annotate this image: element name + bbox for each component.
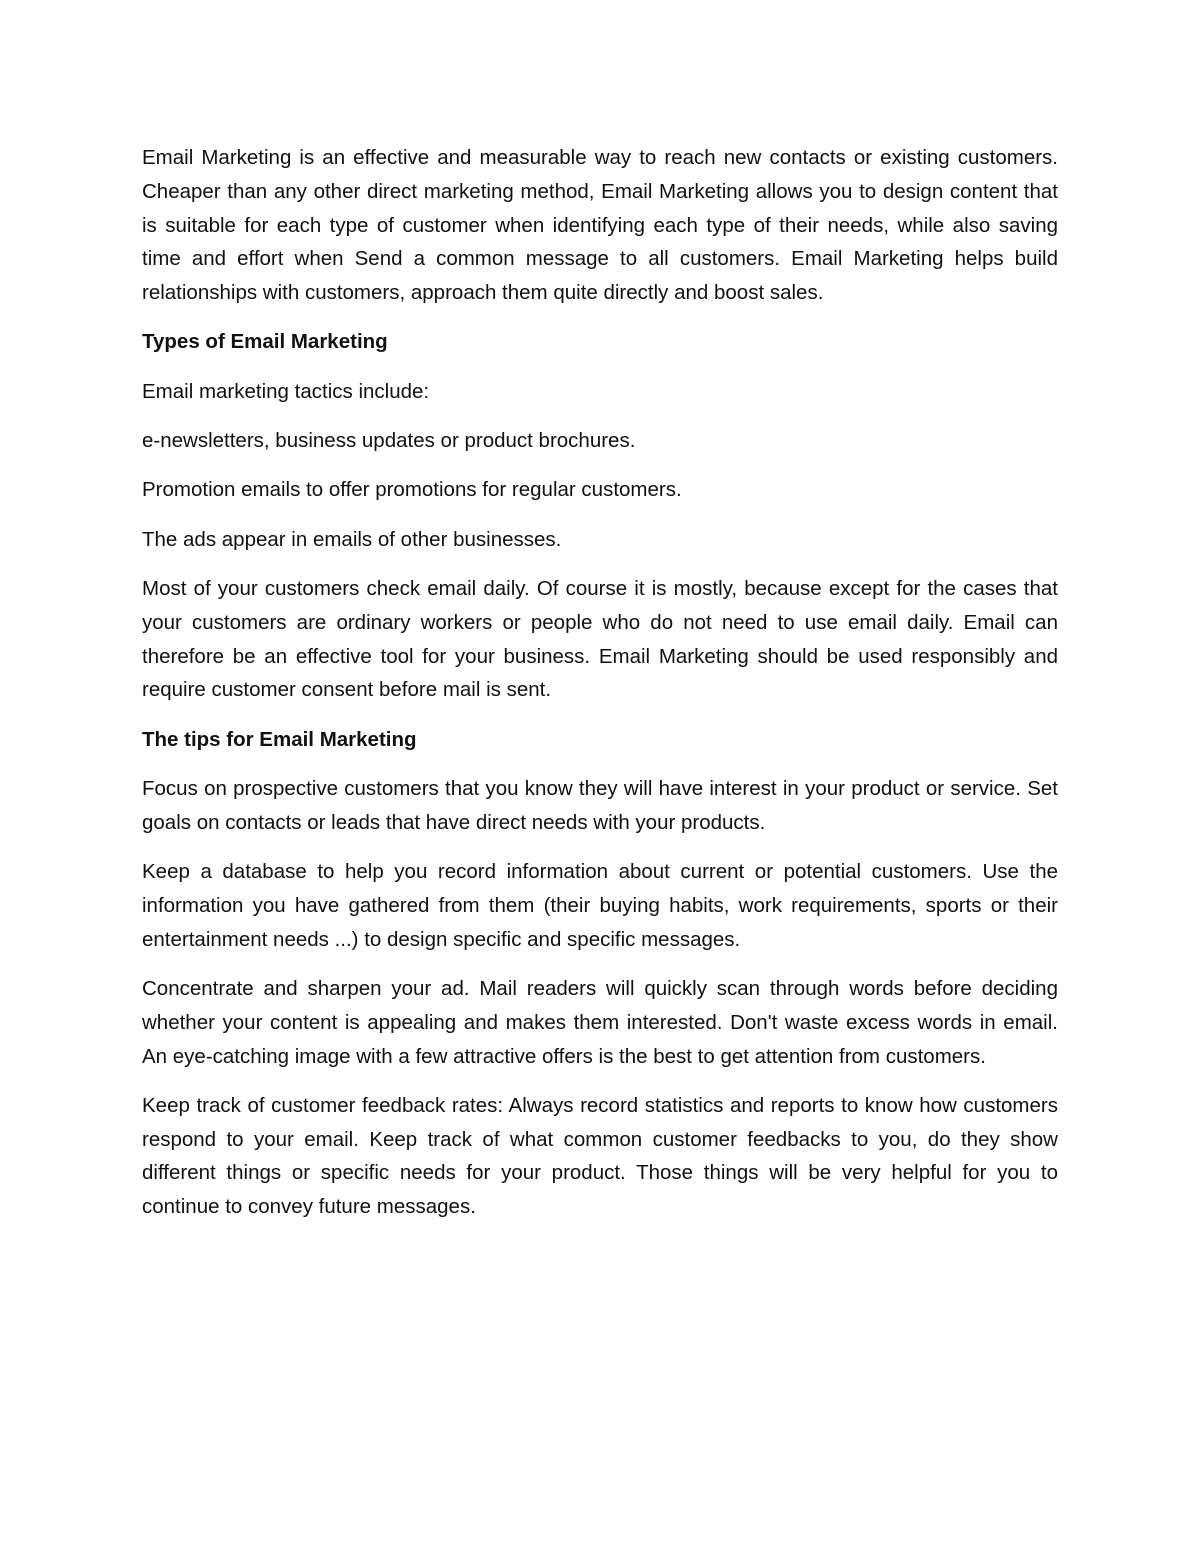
tip-feedback-paragraph: Keep track of customer feedback rates: Always record statistics and reports to know how customers respond to your email. Keep track of what common customer feedbacks to you, do they show different things or specific needs for your product. Those things will be very helpful for you to continue to convey future messages. <box>142 1093 1058 1219</box>
heading-tips-for-email-marketing: The tips for Email Marketing <box>142 727 417 751</box>
daily-check-paragraph: Most of your customers check email daily. Of course it is mostly, because except for the cases that your customers are ordinary workers or people who do not need to use email daily. Email can therefore be an effective tool for your business. Email Marketing should be used responsibly and require customer consent before mail is sent. <box>142 576 1058 702</box>
tip-focus-paragraph: Focus on prospective customers that you know they will have interest in your product or service. Set goals on contacts or leads that have direct needs with your products. <box>142 776 1058 834</box>
tactic-item-newsletters: e-newsletters, business updates or product brochures. <box>142 429 636 453</box>
heading-types-of-email-marketing: Types of Email Marketing <box>142 330 388 354</box>
tactic-item-ads: The ads appear in emails of other businesses. <box>142 527 562 551</box>
tip-database-paragraph: Keep a database to help you record information about current or potential customers. Use the information you have gathered from them (their buying habits, work requirements, sports or their entertainment needs ...) to design specific and specific messages. <box>142 860 1058 951</box>
tactic-item-promotion-emails: Promotion emails to offer promotions for regular customers. <box>142 478 682 502</box>
intro-paragraph: Email Marketing is an effective and measurable way to reach new contacts or existing customers. Cheaper than any other direct marketing method, Email Marketing allows you to design content that is suitable for each type of customer when identifying each type of their needs, while also saving time and effort when Send a common message to all customers. Email Marketing helps build relationships with customers, approach them quite directly and boost sales. <box>142 146 1058 305</box>
tactics-intro-paragraph: Email marketing tactics include: <box>142 379 430 403</box>
tip-concentrate-paragraph: Concentrate and sharpen your ad. Mail readers will quickly scan through words before deciding whether your content is appealing and makes them interested. Don't waste excess words in email. An eye-catching image with a few attractive offers is the best to get attention from customers. <box>142 976 1058 1068</box>
